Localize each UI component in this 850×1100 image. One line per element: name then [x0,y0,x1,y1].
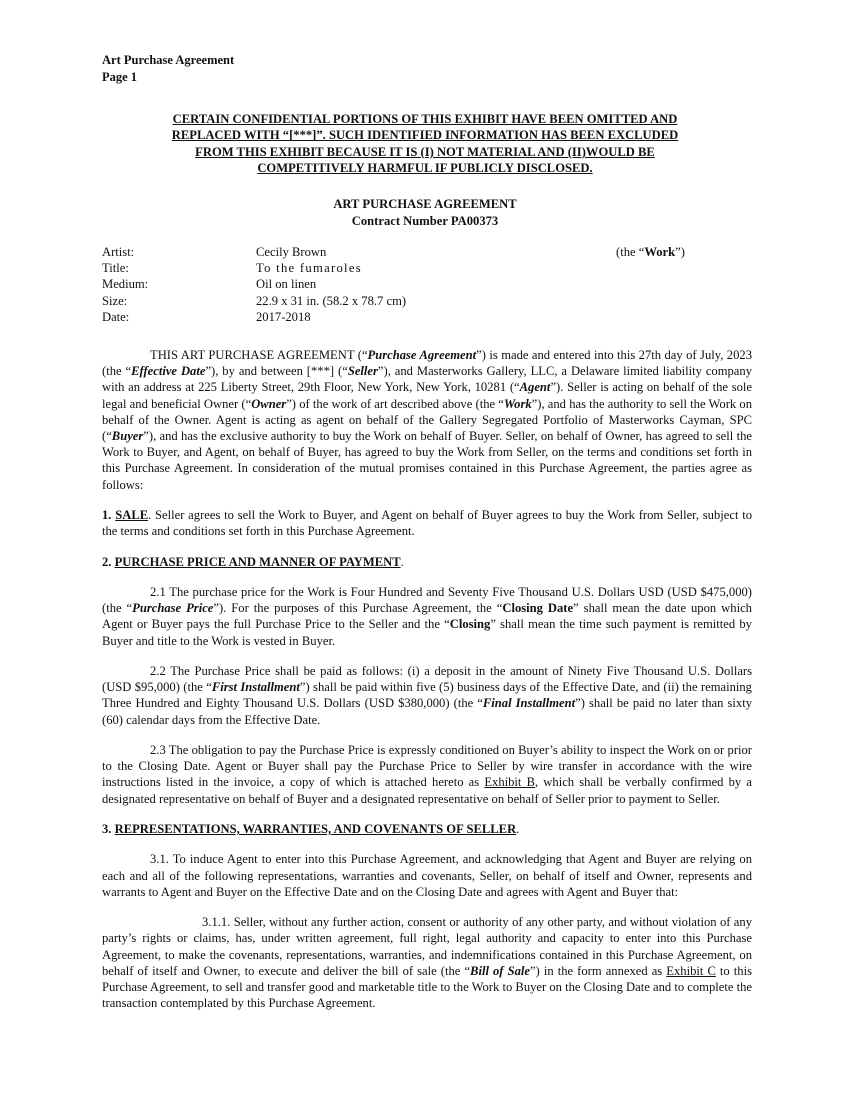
section-heading: SALE [115,508,149,523]
page-header [102,52,234,86]
page-number: Page 1 [102,70,138,84]
info-row-title [102,260,752,276]
size-value: 22.9 x 31 in. (58.2 x 78.7 cm) [256,293,407,308]
section-heading: REPRESENTATIONS, WARRANTIES, AND COVENANTS OF SELLER [114,822,517,836]
notice-line: CERTAIN CONFIDENTIAL PORTIONS OF THIS EXHIBIT HAVE BEEN OMITTED AND [172,112,678,126]
exhibit-c-link: Exhibit C [666,963,716,978]
title-label: Title: [102,261,129,276]
clause-2-1: 2.1 The purchase price for the Work is Four Hundred and Seventy Five Thousand U.S. Dollars USD (USD $475,000) (the “Purchase Price”). For the purposes of this Purchase Agreement, the “Closing Date” shall mean the date upon which Agent or Buyer pays the full Purchase Price to the Seller and the “Closing” shall mean the time such payment is remitted by Buyer and title to the Work is vested in Buyer. [102,585,752,648]
date-value: 2017-2018 [256,309,311,324]
agreement-body [102,347,752,1011]
medium-label: Medium: [102,277,149,292]
agreement-title: ART PURCHASE AGREEMENT [333,197,517,211]
notice-line: FROM THIS EXHIBIT BECAUSE IT IS (I) NOT MATERIAL AND (II)WOULD BE [195,144,655,159]
clause-2-3: 2.3 The obligation to pay the Purchase Price is expressly conditioned on Buyer’s ability to inspect the Work on or prior to the Closing Date. Agent or Buyer shall pay the Purchase Price to Seller by wire transfer in accordance with the wire instructions listed in the invoice, a copy of which is attached hereto as Exhibit B, which shall be verbally confirmed by a designated representative on behalf of Buyer and a designated representative on behalf of Seller prior to payment to Seller. [102,743,752,806]
clause-3-1: 3.1. To induce Agent to enter into this Purchase Agreement, and acknowledging that Agent and Buyer are relying on each and all of the following representations, warranties and covenants, Seller, on behalf of itself and Owner, represents and warrants to Agent and Buyer on the Effective Date and on the Closing Date and agrees with Agent and Buyer that: [102,852,752,899]
section-3-heading: 3. REPRESENTATIONS, WARRANTIES, AND COVENANTS OF SELLER. [102,822,520,836]
info-row-medium [102,276,752,292]
artist-value: Cecily Brown [256,245,327,259]
size-label: Size: [102,293,128,308]
work-info-table [102,244,752,325]
title-value: To the fumaroles [256,261,362,276]
agreement-title-block [225,196,625,229]
medium-value: Oil on linen [256,277,317,292]
intro-paragraph: THIS ART PURCHASE AGREEMENT (“Purchase Agreement”) is made and entered into this 27th day of July, 2023 (the “Effective Date”), by and between [***] (“Seller”), and Masterworks Gallery, LLC, a Delaware limited liability company with an address at 225 Liberty Street, 29th Floor, New York, New York, 10281 (“Agent”). Seller is acting on behalf of the sole legal and beneficial Owner (“Owner”) of the work of art described above (the “Work”), and has the authority to sell the Work on behalf of the Owner. Agent is acting as agent on behalf of the Gallery Segregated Portfolio of Masterworks Cayman, SPC (“Buyer”), and has the exclusive authority to buy the Work on behalf of Buyer. Seller, on behalf of Owner, has agreed to sell the Work to Buyer, and Agent, on behalf of Buyer, has agreed to buy the Work from Seller, on the terms and conditions set forth in this Purchase Agreement. In consideration of the mutual promises contained in this Purchase Agreement, the parties agree as follows: [102,348,753,492]
clause-3-1-1: 3.1.1. Seller, without any further action, consent or authority of any other party, and without violation of any party’s rights or claims, has, under written agreement, full right, legal authority and capacity to enter into this Purchase Agreement, to make the covenants, representations, warranties, and indemnifications contained in this Purchase Agreement, on behalf of itself and Owner, to execute and deliver the bill of sale (the “Bill of Sale”) in the form annexed as Exhibit C to this Purchase Agreement, to sell and transfer good and marketable title to the Work to Buyer on the Closing Date and to complete the transaction contemplated by this Purchase Agreement. [102,915,752,1011]
document-title: Art Purchase Agreement [102,53,235,67]
date-label: Date: [102,309,130,324]
notice-line: REPLACED WITH “[***]”. SUCH IDENTIFIED INFORMATION HAS BEEN EXCLUDED [171,128,679,143]
confidential-notice [130,111,720,177]
info-row-artist [102,244,752,260]
exhibit-b-link: Exhibit B [484,775,535,790]
notice-line: COMPETITIVELY HARMFUL IF PUBLICLY DISCLOSED. [257,161,593,176]
work-term: Work [644,245,676,259]
contract-number: Contract Number PA00373 [351,213,499,228]
section-2-heading: 2. PURCHASE PRICE AND MANNER OF PAYMENT. [102,554,404,569]
info-row-date [102,309,752,325]
work-definition: (the “Work”) [616,245,685,259]
info-row-size [102,293,752,309]
section-heading: PURCHASE PRICE AND MANNER OF PAYMENT [114,554,401,569]
section-1-sale: 1. SALE. Seller agrees to sell the Work to Buyer, and Agent on behalf of Buyer agrees to buy the Work from Seller, subject to the terms and conditions set forth in this Purchase Agreement. [102,508,753,539]
artist-label: Artist: [102,245,135,259]
clause-2-2: 2.2 The Purchase Price shall be paid as follows: (i) a deposit in the amount of Ninety Five Thousand U.S. Dollars (USD $95,000) (the “First Installment”) shall be paid within five (5) business days of the Effective Date, and (ii) the remaining Three Hundred and Eighty Thousand U.S. Dollars (USD $380,000) (the “Final Installment”) shall be paid no later than sixty (60) calendar days from the Effective Date. [102,664,752,727]
